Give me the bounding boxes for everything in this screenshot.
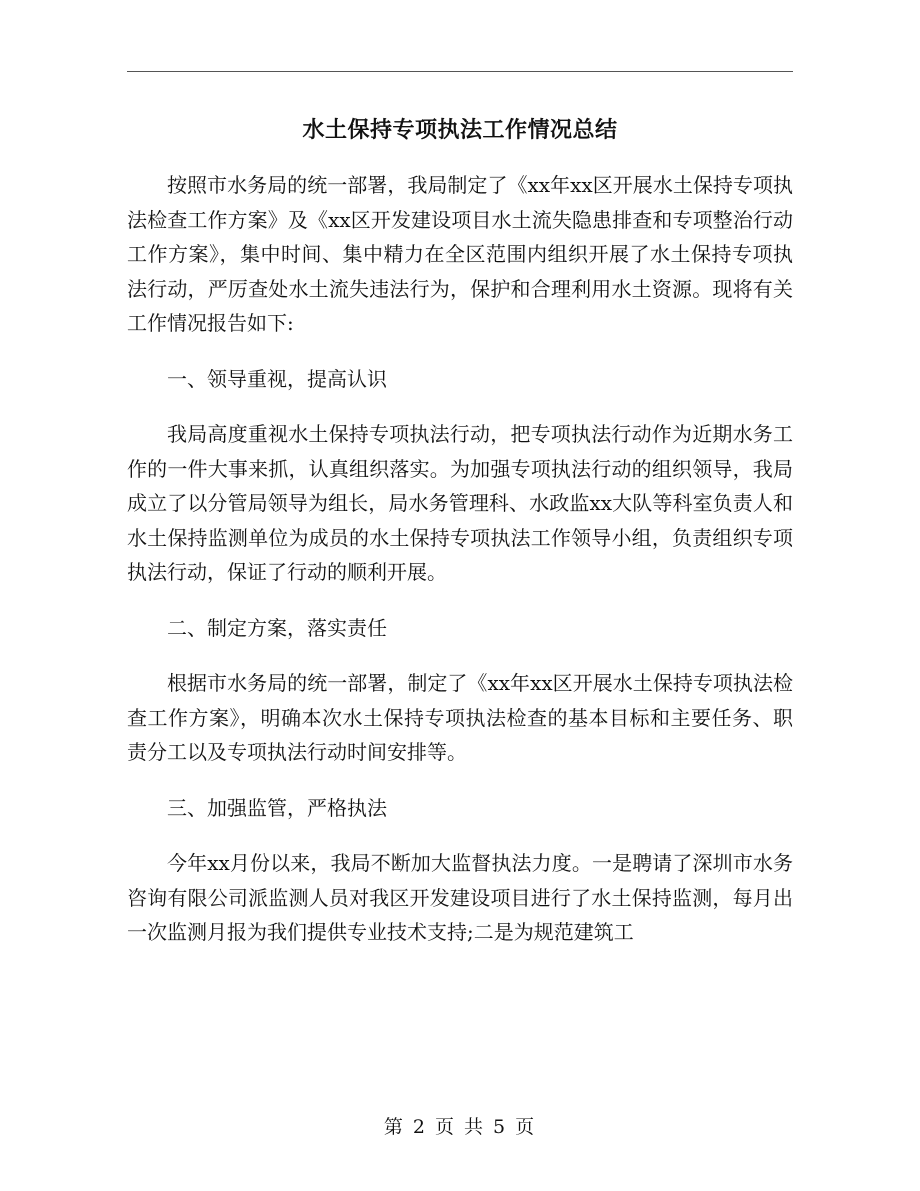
document-body — [127, 168, 793, 950]
section-heading-3: 三、加强监管，严格执法 — [167, 795, 387, 820]
document-title: 水土保持专项执法工作情况总结 — [302, 117, 618, 143]
intro-paragraph: 按照市水务局的统一部署，我局制定了《xx年xx区开展水土保持专项执法检查工作方案》及《xx区开发建设项目水土流失隐患排查和专项整治行动工作方案》，集中时间、集中精力在全区范围内组织开展了水土保持专项执法行动，严厉查处水土流失违法行为，保护和合理利用水土资源。现将有关工作情况报告如下: — [127, 173, 793, 335]
section-heading-1: 一、领导重视，提高认识 — [167, 366, 387, 391]
section-2-paragraph: 根据市水务局的统一部署，制定了《xx年xx区开展水土保持专项执法检查工作方案》，明确本次水土保持专项执法检查的基本目标和主要任务、职责分工以及专项执法行动时间安排等。 — [127, 671, 793, 764]
header-rule — [127, 71, 793, 72]
section-heading-2: 二、制定方案，落实责任 — [167, 615, 387, 640]
section-1-paragraph: 我局高度重视水土保持专项执法行动，把专项执法行动作为近期水务工作的一件大事来抓，认真组织落实。为加强专项执法行动的组织领导，我局成立了以分管局领导为组长，局水务管理科、水政监xx大队等科室负责人和水土保持监测单位为成员的水土保持专项执法工作领导小组，负责组织专项执法行动，保证了行动的顺利开展。 — [127, 422, 793, 584]
page-number-footer: 第 2 页 共 5 页 — [383, 1116, 537, 1138]
section-3-paragraph: 今年xx月份以来，我局不断加大监督执法力度。一是聘请了深圳市水务咨询有限公司派监测人员对我区开发建设项目进行了水土保持监测，每月出一次监测月报为我们提供专业技术支持;二是为规范建筑工 — [127, 851, 793, 944]
